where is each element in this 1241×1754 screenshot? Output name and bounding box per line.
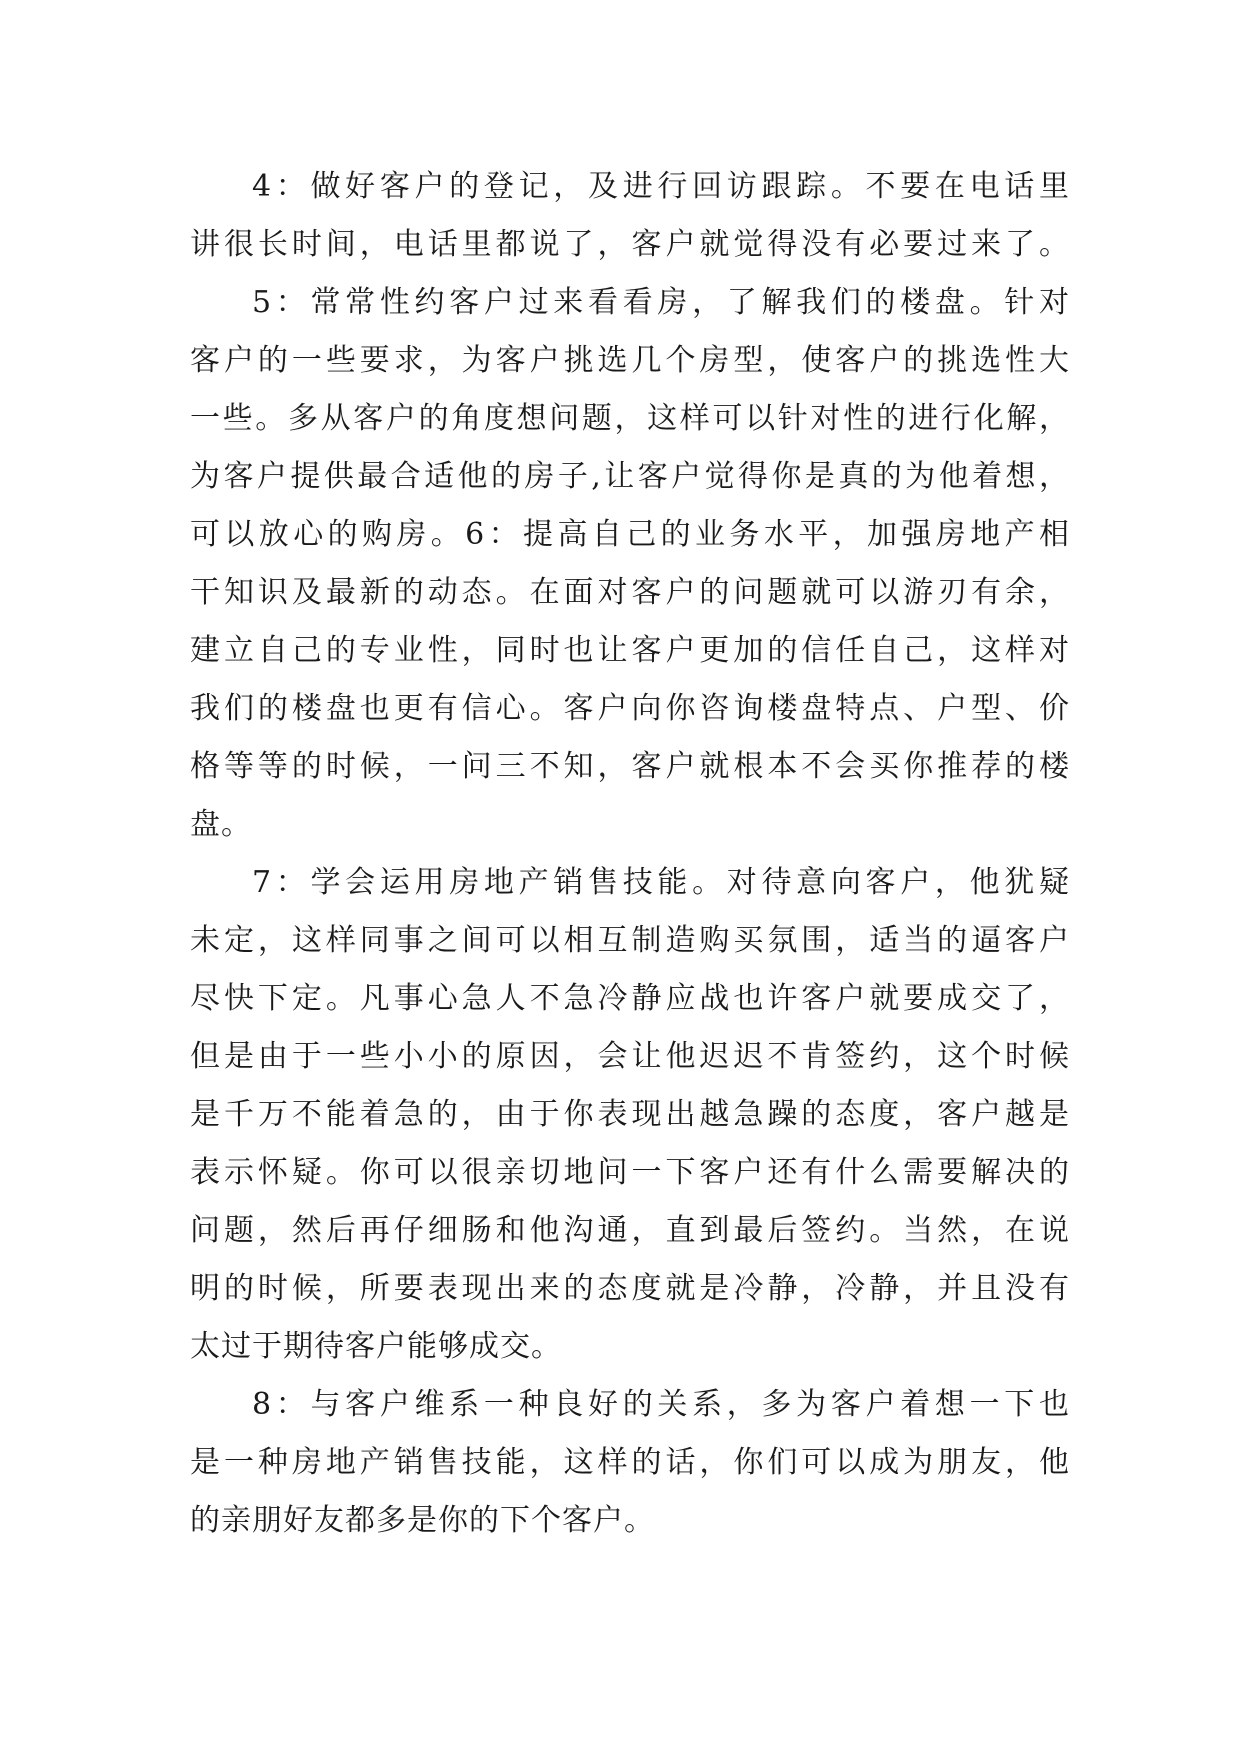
text-line: 问题，然后再仔细肠和他沟通，直到最后签约。当然，在说 <box>190 1213 1070 1248</box>
paragraph-4 <box>190 158 1070 274</box>
paragraph-5-6 <box>190 274 1070 854</box>
text-line: 盘。 <box>190 807 252 842</box>
paragraph-8 <box>190 1376 1070 1550</box>
text-line: 为客户提供最合适他的房子,让客户觉得你是真的为他着想， <box>190 459 1070 494</box>
text-line: 5：常常性约客户过来看看房，了解我们的楼盘。针对 <box>252 285 1070 320</box>
text-line: 讲很长时间，电话里都说了，客户就觉得没有必要过来了。 <box>190 227 1070 262</box>
text-line: 表示怀疑。你可以很亲切地问一下客户还有什么需要解决的 <box>190 1155 1070 1190</box>
text-line: 干知识及最新的动态。在面对客户的问题就可以游刃有余， <box>190 575 1070 610</box>
text-line: 我们的楼盘也更有信心。客户向你咨询楼盘特点、户型、价 <box>190 691 1070 726</box>
text-line: 但是由于一些小小的原因，会让他迟迟不肯签约，这个时候 <box>190 1039 1070 1074</box>
text-line: 一些。多从客户的角度想问题，这样可以针对性的进行化解， <box>190 401 1070 436</box>
text-line: 的亲朋好友都多是你的下个客户。 <box>190 1503 655 1538</box>
text-line: 建立自己的专业性，同时也让客户更加的信任自己，这样对 <box>190 633 1070 668</box>
text-line: 明的时候，所要表现出来的态度就是冷静，冷静，并且没有 <box>190 1271 1070 1306</box>
text-line: 8：与客户维系一种良好的关系，多为客户着想一下也 <box>252 1387 1070 1422</box>
text-line: 未定，这样同事之间可以相互制造购买氛围，适当的逼客户 <box>190 923 1070 958</box>
text-line: 4：做好客户的登记，及进行回访跟踪。不要在电话里 <box>252 169 1070 204</box>
text-line: 太过于期待客户能够成交。 <box>190 1329 562 1364</box>
text-line: 是千万不能着急的，由于你表现出越急躁的态度，客户越是 <box>190 1097 1070 1132</box>
text-line: 是一种房地产销售技能，这样的话，你们可以成为朋友，他 <box>190 1445 1070 1480</box>
text-line: 尽快下定。凡事心急人不急冷静应战也许客户就要成交了， <box>190 981 1070 1016</box>
text-line: 7：学会运用房地产销售技能。对待意向客户，他犹疑 <box>252 865 1070 900</box>
text-line: 格等等的时候，一问三不知，客户就根本不会买你推荐的楼 <box>190 749 1070 784</box>
text-line: 可以放心的购房。6：提高自己的业务水平，加强房地产相 <box>190 517 1070 552</box>
paragraph-7 <box>190 854 1070 1376</box>
document-body <box>190 158 1070 1550</box>
text-line: 客户的一些要求，为客户挑选几个房型，使客户的挑选性大 <box>190 343 1070 378</box>
